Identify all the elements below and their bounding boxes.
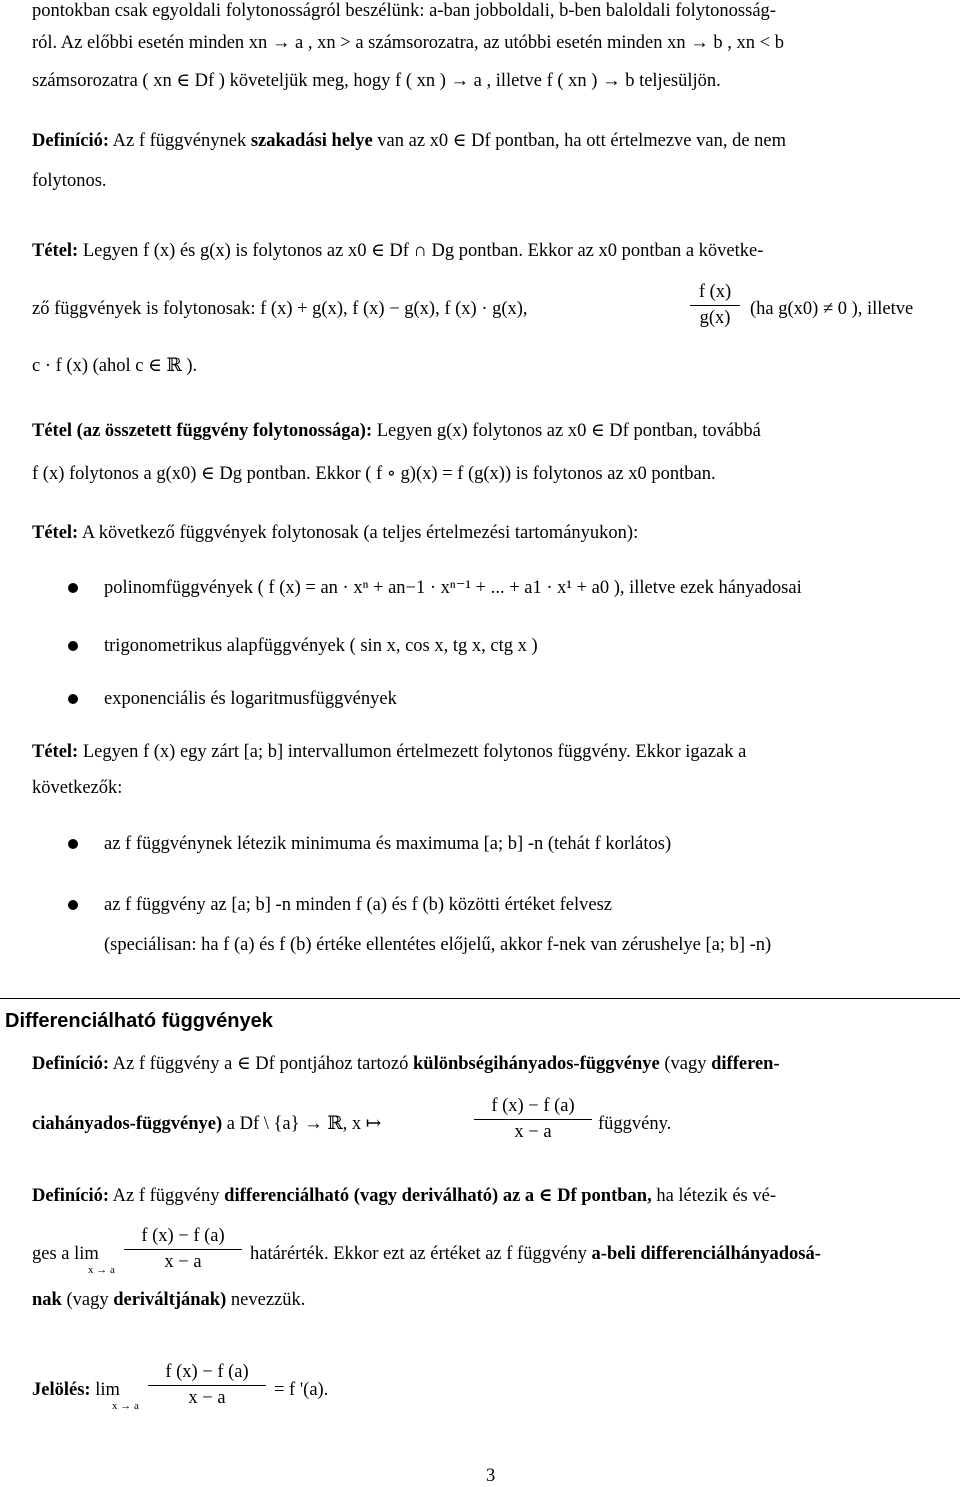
fraction-numerator: f (x) − f (a) [491,1096,575,1116]
definition-label: Definíció: [32,1186,110,1206]
text-span: Az f függvény a ∈ Df pontjához tartozó [109,1054,414,1074]
text-line [250,1243,821,1265]
text-line: f (x) folytonos a g(x0) ∈ Dg pontban. Ekkor ( f ∘ g)(x) = f (g(x)) is folytonos az x0 pontban. [32,464,716,484]
limit-subscript: x → a [112,1400,139,1412]
text-span: határérték. Ekkor ezt az értéket az f függvény [250,1244,592,1264]
list-item-continuation: (speciálisan: ha f (a) és f (b) értéke ellentétes előjelű, akkor f-nek van zérushelye [a; b] -n) [104,935,772,955]
text-span: nevezzük. [226,1290,306,1310]
text-span: Legyen g(x) folytonos az x0 ∈ Df pontban, továbbá [372,421,761,441]
text-line [32,1289,305,1311]
list-item: polinomfüggvények ( f (x) = an · xⁿ + an−1 · xⁿ⁻¹ + ... + a1 · x¹ + a0 ), illetve ezek hányadosai [104,578,802,598]
section-heading: Differenciálható függvények [5,1010,273,1032]
notation-line [32,1379,120,1401]
text-span: Az f függvénynek [109,131,251,151]
text-span: A következő függvények folytonosak (a teljes értelmezési tartományukon): [78,523,639,543]
text-span: a Df \ {a} → ℝ, x ↦ [222,1114,382,1134]
bold-term: a-beli differenciálhányadosá- [591,1244,821,1264]
fraction-denominator: g(x) [699,308,731,328]
text-line: számsorozatra ( xn ∈ Df ) követeljük meg, hogy f ( xn ) → a , illetve f ( xn ) → b teljesüljön. [32,71,721,91]
fraction-bar [124,1249,242,1250]
fraction-numerator: f (x) − f (a) [141,1226,225,1246]
page-number: 3 [486,1466,496,1486]
bold-term: különbségihányados-függvénye [413,1054,660,1074]
definition-label: Definíció: [32,1054,110,1074]
text-line: ző függvények is folytonosak: f (x) + g(x), f (x) − g(x), f (x) · g(x), [32,299,528,319]
fraction-f-over-g [690,282,740,329]
fraction-difference-quotient [124,1226,242,1273]
section-divider [0,998,960,999]
bold-term: differenciálható (vagy deriválható) az a ∈ Df pontban, [224,1186,652,1206]
text-span: (vagy [659,1054,712,1074]
fraction-bar [148,1385,266,1386]
definition-line [32,1053,780,1075]
list-item: exponenciális és logaritmusfüggvények [104,689,397,709]
bullet-icon [68,583,78,593]
text-span: lim [90,1380,120,1400]
theorem-line [32,420,761,442]
bold-term: szakadási helye [250,131,373,151]
text-line: c · f (x) (ahol c ∈ ℝ ). [32,356,198,376]
text-span: (vagy [61,1290,114,1310]
list-item: az f függvénynek létezik minimuma és maximuma [a; b] -n (tehát f korlátos) [104,834,672,854]
fraction-denominator: x − a [188,1388,226,1408]
theorem-line [32,741,746,763]
text-line: (ha g(x0) ≠ 0 ), illetve [750,299,914,319]
text-span: ha létezik és vé- [651,1186,776,1206]
text-line: folytonos. [32,171,107,191]
fraction-difference-quotient [148,1362,266,1409]
definition-label: Definíció: [32,131,110,151]
text-line: pontokban csak egyoldali folytonosságról beszélünk: a-ban jobboldali, b-ben baloldali folytonosság- [32,1,776,21]
bullet-icon [68,694,78,704]
text-line: következők: [32,778,123,798]
bold-term: ciahányados-függvénye) [32,1114,223,1134]
bold-term: nak [32,1290,62,1310]
fraction-denominator: x − a [514,1122,552,1142]
text-span: Legyen f (x) és g(x) is folytonos az x0 ∈ Df ∩ Dg pontban. Ekkor az x0 pontban a követke- [78,241,764,261]
notation-label: Jelölés: [32,1380,91,1400]
fraction-numerator: f (x) − f (a) [165,1362,249,1382]
theorem-line [32,240,763,262]
text-line: függvény. [598,1114,672,1134]
list-item: trigonometrikus alapfüggvények ( sin x, cos x, tg x, ctg x ) [104,636,538,656]
fraction-bar [474,1119,592,1120]
bullet-icon [68,900,78,910]
bold-term: deriváltjának) [113,1290,227,1310]
text-span: van az x0 ∈ Df pontban, ha ott értelmezve van, de nem [372,131,787,151]
bold-term: differen- [711,1054,780,1074]
theorem-label: Tétel: [32,241,79,261]
bullet-icon [68,641,78,651]
text-line: = f '(a). [274,1380,329,1400]
theorem-label: Tétel: [32,523,79,543]
theorem-line [32,522,638,544]
theorem-label: Tétel (az összetett függvény folytonossága): [32,421,373,441]
text-line: ges a lim [32,1244,99,1264]
fraction-bar [690,305,740,306]
fraction-denominator: x − a [164,1252,202,1272]
definition-line [32,1185,776,1207]
text-span: Legyen f (x) egy zárt [a; b] intervallumon értelmezett folytonos függvény. Ekkor igazak a [78,742,747,762]
definition-line [32,1113,381,1135]
limit-subscript: x → a [88,1264,115,1276]
text-span: Az f függvény [109,1186,225,1206]
theorem-label: Tétel: [32,742,79,762]
text-line: ról. Az előbbi esetén minden xn → a , xn > a számsorozatra, az utóbbi esetén minden xn → b , xn < b [32,33,784,53]
bullet-icon [68,839,78,849]
list-item: az f függvény az [a; b] -n minden f (a) és f (b) közötti értéket felvesz [104,895,613,915]
fraction-numerator: f (x) [698,282,732,302]
definition-line [32,130,786,152]
fraction-difference-quotient [474,1096,592,1143]
